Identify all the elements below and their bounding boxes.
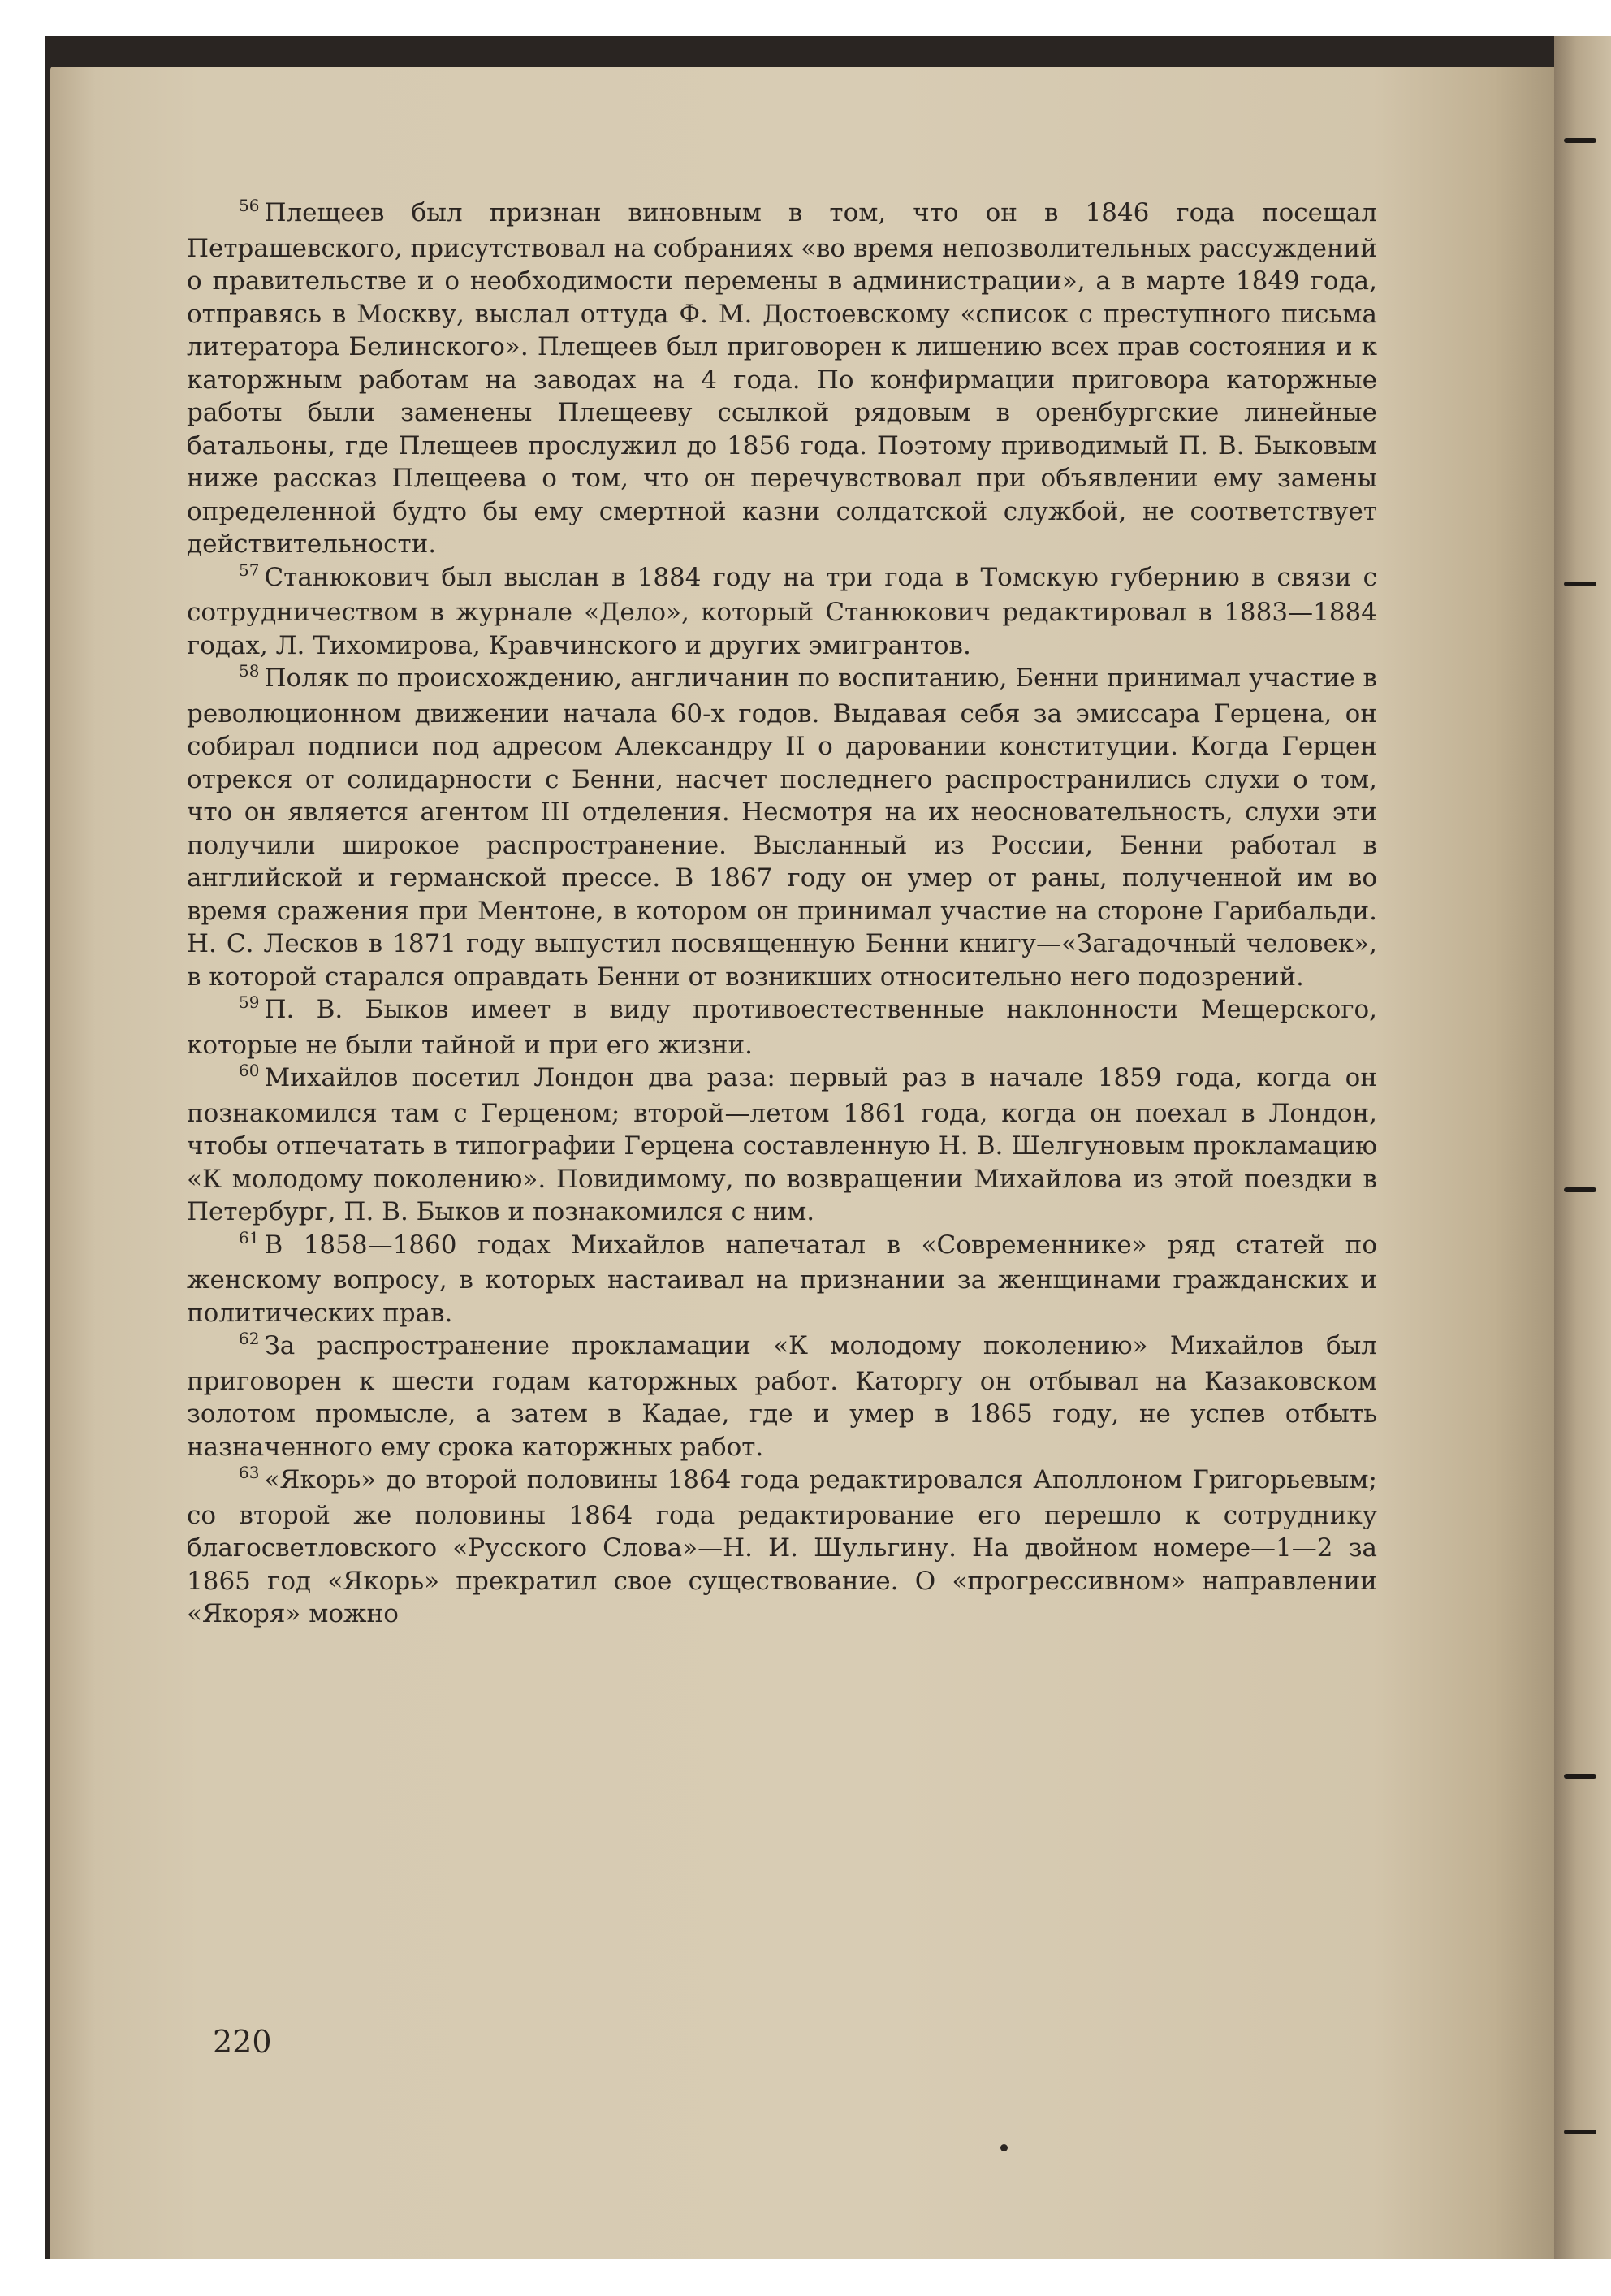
footnote	[187, 1464, 1377, 1631]
footnote	[187, 662, 1377, 993]
footnote-number: 62	[239, 1329, 260, 1348]
footnote-text: Станюкович был выслан в 1884 году на три года в Томскую губернию в связи с сотрудничеством в журнале «Дело», который Станюкович редактировал в 1883—1884 годах, Л. Тихомирова, Кравчинского и других эмигрантов.	[187, 562, 1377, 660]
page-gutter	[1554, 36, 1611, 2259]
footnote-text: «Якорь» до второй половины 1864 года редактировался Аполлоном Григорьевым; со второй же половины 1864 года редактирование его перешло к сотруднику благосветловского «Русского Слова»—Н. И. Шульгину. На двойном номере—1—2 за 1865 год «Якорь» прекратил свое существование. О «прогрессивном» направлении «Якоря» можно	[187, 1465, 1377, 1628]
footnote-number: 61	[239, 1227, 260, 1247]
footnote-text: Плещеев был признан виновным в том, что он в 1846 года посещал Петрашевского, присутствовал на собраниях «во время непозволительных рассуждений о правительстве и о необходимости перемены в администрации», а в марте 1849 года, отправясь в Москву, выслал оттуда Ф. М. Достоевскому «список с преступного письма литератора Белинского». Плещеев был приговорен к лишению всех прав состояния и к каторжным работам на заводах на 4 года. По конфирмации приговора каторжные работы были заменены Плещееву ссылкой рядовым в оренбургские линейные батальоны, где Плещеев прослужил до 1856 года. Поэтому приводимый П. В. Быковым ниже рассказ Плещеева о том, что он перечувствовал при объявлении ему замены определенной будто бы ему смертной казни солдатской службой, не соответствует действительности.	[187, 198, 1377, 559]
page-edge-mark	[1564, 1774, 1596, 1779]
footnote	[187, 1330, 1377, 1464]
footnote	[187, 561, 1377, 663]
footnote-text: Поляк по происхождению, англичанин по воспитанию, Бенни принимал участие в революционном движении начала 60-х годов. Выдавая себя за эмиссара Герцена, он собирал подписи под адресом Александру II о даровании конституции. Когда Герцен отрекся от солидарности с Бенни, насчет последнего распространились слухи о том, что он является агентом III отделения. Несмотря на их неосновательность, слухи эти получили широкое распространение. Высланный из России, Бенни работал в английской и германской прессе. В 1867 году он умер от раны, полученной им во время сражения при Ментоне, в котором он принимал участие на стороне Гарибальди. Н. С. Лесков в 1871 году выпустил посвященную Бенни книгу—«Загадочный человек», в которой старался оправдать Бенни от возникших относительно него подозрений.	[187, 664, 1377, 992]
page-edge-mark	[1564, 138, 1596, 143]
footnote-number: 59	[239, 992, 260, 1012]
footnote-number: 58	[239, 661, 260, 681]
footnote-number: 57	[239, 560, 260, 580]
footnote-text: В 1858—1860 годах Михайлов напечатал в «Современнике» ряд статей по женскому вопросу, в которых настаивал на признании за женщинами гражданских и политических прав.	[187, 1230, 1377, 1328]
page-edge-mark	[1564, 582, 1596, 586]
page-number: 220	[213, 2024, 272, 2060]
footnote-text: Михайлов посетил Лондон два раза: первый раз в начале 1859 года, когда он познакомился там с Герценом; второй—летом 1861 года, когда он поехал в Лондон, чтобы отпечатать в типографии Герцена составленную Н. В. Шелгуновым прокламацию «К молодому поколению». Повидимому, по возвращении Михайлова из этой поездки в Петербург, П. В. Быков и познакомился с ним.	[187, 1063, 1377, 1226]
footnote	[187, 1229, 1377, 1330]
footnote	[187, 1062, 1377, 1229]
footnote-number: 63	[239, 1463, 260, 1482]
page-edge-mark	[1564, 2130, 1596, 2134]
footnote-text: П. В. Быков имеет в виду противоестественные наклонности Мещерского, которые не были тайной и при его жизни.	[187, 995, 1377, 1060]
footnote-number: 60	[239, 1061, 260, 1080]
footnote-text: За распространение прокламации «К молодому поколению» Михайлов был приговорен к шести годам каторжных работ. Каторгу он отбывал на Казаковском золотом промысле, а затем в Кадае, где и умер в 1865 году, не успев отбыть назначенного ему срока каторжных работ.	[187, 1331, 1377, 1462]
page-speck	[1000, 2144, 1008, 2151]
footnote	[187, 993, 1377, 1062]
footnote	[187, 197, 1377, 561]
footnotes-block	[187, 197, 1377, 1631]
footnote-number: 56	[239, 196, 260, 215]
page-edge-mark	[1564, 1187, 1596, 1192]
